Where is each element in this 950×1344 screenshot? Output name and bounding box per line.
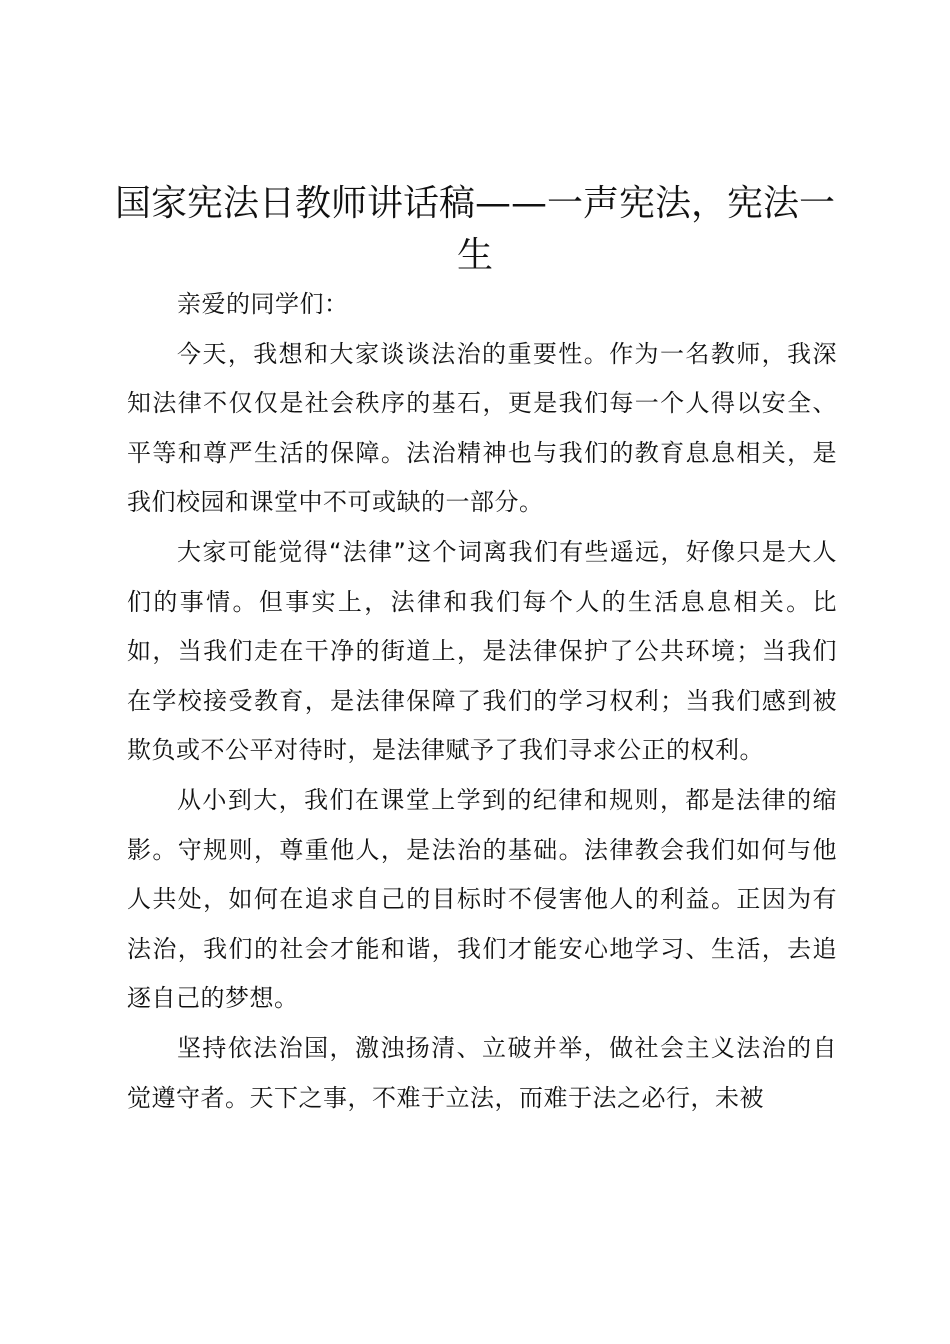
paragraph-2: 大家可能觉得“法律”这个词离我们有些遥远，好像只是大人们的事情。但事实上，法律和我们每个人的生活息息相关。比如，当我们走在干净的街道上，是法律保护了公共环境；当我们在学校接受教育，是法律保障了我们的学习权利；当我们感到被欺负或不公平对待时，是法律赋予了我们寻求公正的权利。 xyxy=(127,537,837,765)
paragraph-4: 坚持依法治国，激浊扬清、立破并举，做社会主义法治的自觉遵守者。天下之事，不难于立法，而难于法之必行，未被 xyxy=(127,1033,837,1112)
paragraph-1: 今天，我想和大家谈谈法治的重要性。作为一名教师，我深知法律不仅仅是社会秩序的基石，更是我们每一个人得以安全、平等和尊严生活的保障。法治精神也与我们的教育息息相关，是我们校园和课堂中不可或缺的一部分。 xyxy=(127,339,837,517)
document-body xyxy=(127,280,837,1123)
paragraph-3: 从小到大，我们在课堂上学到的纪律和规则，都是法律的缩影。守规则，尊重他人，是法治的基础。法律教会我们如何与他人共处，如何在追求自己的目标时不侵害他人的利益。正因为有法治，我们的社会才能和谐，我们才能安心地学习、生活，去追逐自己的梦想。 xyxy=(127,785,837,1013)
salutation: 亲爱的同学们： xyxy=(177,290,349,318)
document-title: 国家宪法日教师讲话稿——一声宪法，宪法一生 xyxy=(114,183,835,276)
